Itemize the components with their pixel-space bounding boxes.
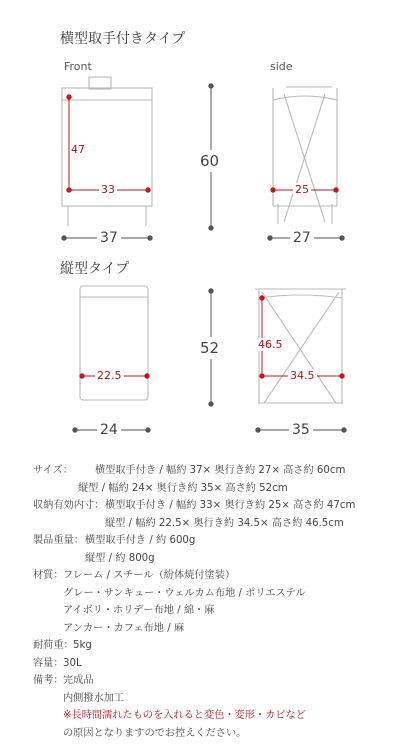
spec-capacity-key: 容量： <box>33 657 64 669</box>
type2-front-width: 24 <box>97 422 121 438</box>
spec-weight-row-2 <box>33 550 413 568</box>
type1-side-depth: 27 <box>290 230 314 246</box>
spec-capacity-value: 30L <box>63 657 82 669</box>
front-view-label: Front <box>64 60 92 73</box>
side-view-label: side <box>270 60 293 73</box>
spec-material-key: 材質： <box>33 570 64 581</box>
type1-height: 60 <box>200 152 220 170</box>
spec-size-row <box>33 462 413 480</box>
type2-side-inner-depth: 34.5 <box>290 369 315 382</box>
spec-load-row <box>33 637 413 655</box>
type2-front-drawing <box>80 286 148 400</box>
type2-side-depth: 35 <box>289 422 313 438</box>
type1-title: 横型取手付きタイプ <box>60 31 186 47</box>
spec-notes-row-4 <box>33 725 413 743</box>
spec-inner-value-2: 縦型 / 幅約 22.5× 奥行き約 34.5× 高さ約 46.5cm <box>105 517 344 529</box>
spec-inner-row <box>33 497 413 515</box>
spec-weight-key: 製品重量： <box>33 535 84 546</box>
spec-note-1: 完成品 <box>63 675 94 686</box>
spec-notes-row-2 <box>33 690 413 708</box>
spec-size-row-2 <box>33 480 413 498</box>
spec-material-value-1: フレーム / スチール（紛体焼付塗装） <box>63 570 236 581</box>
spec-size-value-2: 縦型 / 幅約 24× 奥行き約 35× 高さ約 52cm <box>78 482 288 494</box>
spec-list <box>33 462 413 742</box>
spec-load-value: 5kg <box>73 640 92 651</box>
spec-material-value-2: グレー・サンキュー・ウェルカム布地 / ポリエステル <box>63 587 306 599</box>
type1-front-width: 37 <box>97 230 121 246</box>
spec-note-3: ※長時間濡れたものを入れると変色・変形・カビなど <box>63 710 306 721</box>
type1-front-inner-height: 47 <box>71 143 85 156</box>
spec-note-4: の原因となりますのでお控えください。 <box>63 727 247 739</box>
spec-material-row <box>33 567 413 585</box>
spec-inner-row-2 <box>33 515 413 533</box>
type1-front-inner-width: 33 <box>101 183 115 196</box>
type1-side-drawing <box>273 87 337 224</box>
spec-size-key: サイズ： <box>33 465 73 476</box>
spec-notes-key: 備考： <box>33 675 64 686</box>
spec-capacity-row <box>33 655 413 673</box>
spec-material-value-3: アイボリ・ホリデー布地 / 綿・麻 <box>63 605 215 616</box>
spec-size-value-1: 横型取手付き / 幅約 37× 奥行き約 27× 高さ約 60cm <box>95 465 346 476</box>
spec-weight-value-2: 縦型 / 約 800g <box>85 552 155 564</box>
type2-front-inner-width: 22.5 <box>97 369 122 382</box>
spec-notes-row <box>33 672 413 690</box>
spec-material-row-3 <box>33 602 413 620</box>
spec-notes-row-3 <box>33 707 413 725</box>
spec-inner-value-1: 横型取手付き / 幅約 33× 奥行き約 25× 高さ約 47cm <box>105 500 356 511</box>
spec-inner-key: 収納有効内寸： <box>33 500 105 511</box>
spec-note-2: 内側撥水加工 <box>63 692 125 704</box>
type2-height: 52 <box>200 339 220 357</box>
spec-material-row-2 <box>33 585 413 603</box>
spec-material-value-4: アンカー・カフェ布地 / 麻 <box>63 622 185 634</box>
type2-title: 縦型タイプ <box>60 261 130 277</box>
spec-weight-value-1: 横型取手付き / 約 600g <box>85 535 196 546</box>
type1-side-inner-depth: 25 <box>295 183 309 196</box>
spec-load-key: 耐荷重： <box>33 640 74 651</box>
spec-weight-row <box>33 532 413 550</box>
type2-side-inner-height: 46.5 <box>258 338 283 351</box>
spec-material-row-4 <box>33 620 413 638</box>
